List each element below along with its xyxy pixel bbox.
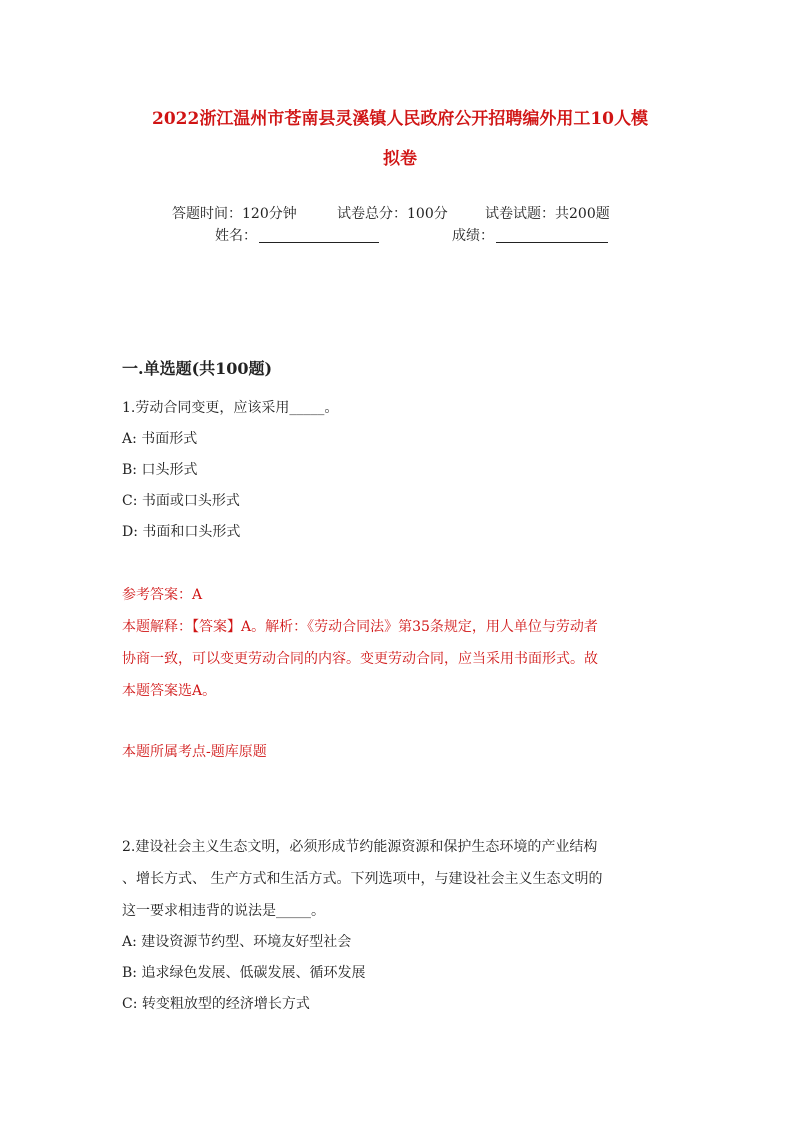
exam-title-line-1: 2022浙江温州市苍南县灵溪镇人民政府公开招聘编外用工10人模 <box>152 109 648 129</box>
question-1-source: 本题所属考点-题库原题 <box>122 744 267 760</box>
answer-time: 答题时间：120分钟 <box>172 206 297 222</box>
score-blank-line <box>496 228 608 243</box>
question-1-option-b: B: 口头形式 <box>122 462 198 478</box>
name-label: 姓名： <box>215 228 257 244</box>
question-2-stem-line-3: 这一要求相违背的说法是_____。 <box>122 903 325 919</box>
question-2-stem-line-1: 2.建设社会主义生态文明，必须形成节约能源资源和保护生态环境的产业结构 <box>122 839 598 855</box>
section-heading: 一.单选题(共100题) <box>122 359 273 378</box>
question-1-option-a: A: 书面形式 <box>122 431 198 447</box>
name-blank-line <box>259 228 379 243</box>
name-field <box>215 227 379 245</box>
question-1-stem: 1.劳动合同变更，应该采用_____。 <box>122 400 339 416</box>
question-1-explanation-line-2: 协商一致，可以变更劳动合同的内容。变更劳动合同，应当采用书面形式。故 <box>122 651 598 667</box>
question-1-option-d: D: 书面和口头形式 <box>122 524 241 540</box>
question-1-answer: 参考答案：A <box>122 587 203 603</box>
question-2-option-a: A: 建设资源节约型、环境友好型社会 <box>122 934 352 950</box>
score-field <box>452 227 608 245</box>
question-1-option-c: C: 书面或口头形式 <box>122 493 240 509</box>
question-2-option-c: C: 转变粗放型的经济增长方式 <box>122 996 310 1012</box>
question-1-explanation-line-1: 本题解释：【答案】A。解析：《劳动合同法》第35条规定，用人单位与劳动者 <box>122 619 598 635</box>
question-count: 试卷试题：共200题 <box>485 206 610 222</box>
question-2-option-b: B: 追求绿色发展、低碳发展、循环发展 <box>122 965 366 981</box>
exam-title-line-2: 拟卷 <box>383 149 417 169</box>
question-2-stem-line-2: 、增长方式、 生产方式和生活方式。下列选项中，与建设社会主义生态文明的 <box>122 871 603 887</box>
question-1-explanation-line-3: 本题答案选A。 <box>122 683 217 699</box>
total-score: 试卷总分：100分 <box>337 206 448 222</box>
score-label: 成绩： <box>452 228 494 244</box>
